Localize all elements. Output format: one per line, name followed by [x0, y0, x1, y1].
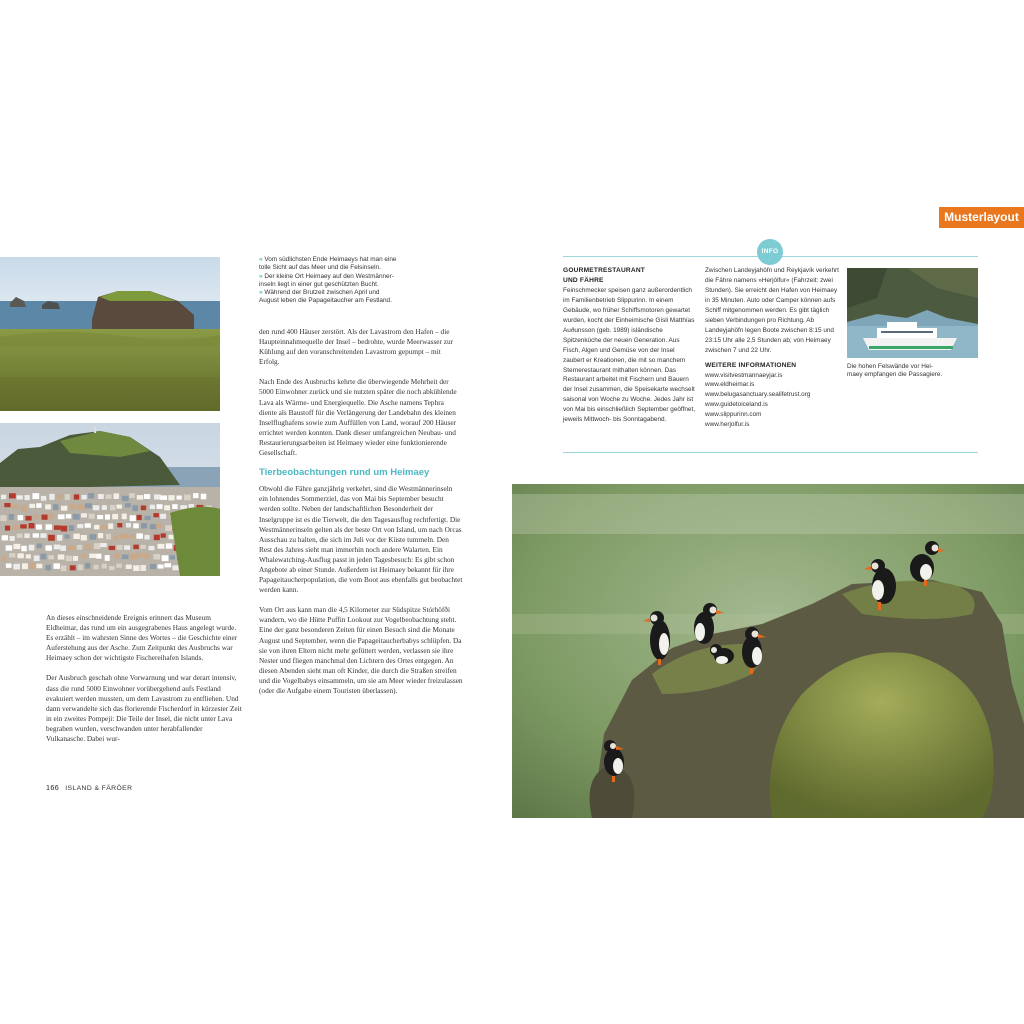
- house: [150, 564, 156, 569]
- house: [168, 495, 174, 500]
- house: [78, 505, 85, 510]
- house: [130, 515, 136, 521]
- house: [153, 554, 160, 559]
- house: [149, 546, 155, 550]
- house: [106, 534, 111, 540]
- house: [184, 495, 191, 501]
- house: [2, 535, 8, 540]
- house: [54, 545, 61, 550]
- house: [13, 564, 20, 570]
- house: [85, 523, 91, 527]
- house: [157, 504, 163, 509]
- house: [94, 525, 99, 529]
- house: [70, 504, 76, 509]
- house: [24, 533, 29, 538]
- house: [105, 555, 110, 561]
- house: [137, 515, 142, 520]
- house: [108, 523, 113, 528]
- paragraph: An dieses einschneidende Ereignis erinnert das Museum Eldheimar, das rund um ein ausgegrabenes Haus angelegt wurde. Es erzählt – im wahrsten Sinne des Wortes – die Geschichte einer Auferstehung aus der Asche. Zum Zeitpunkt des Ausbruchs war Heimaey schon der wichtigste Fischereihafen Islands.: [46, 613, 238, 663]
- house: [46, 524, 52, 530]
- photo-ferry: [847, 268, 978, 358]
- section-heading: Tierbeobachtungen rund um Heimaey: [259, 467, 430, 479]
- house: [48, 555, 54, 559]
- house: [0, 515, 6, 521]
- house: [150, 505, 155, 509]
- house: [93, 565, 98, 570]
- house: [25, 516, 31, 521]
- house: [1, 495, 6, 499]
- house: [100, 543, 107, 547]
- house: [153, 513, 158, 517]
- left-column-text: [46, 613, 242, 754]
- paragraph: Nach Ende des Ausbruchs kehrte die überwiegende Mehrheit der 5000 Einwohner zurück und sie nutzten später die noch abkühlende Lava als Wärme- und Energiequelle. Die Asche namens Tephra diente als Baustoff für die Verlängerung der Landebahn des kleinen Inselflughafens sowie zum Auffüllen von Land, worauf 200 Häuser errichtet werden konnten. Dank dieser umfangreichen Neubau- und Restaurierungsarbeiten ist Heimaey wieder eine funktionierende Gesellschaft.: [259, 377, 457, 458]
- house: [166, 543, 172, 548]
- house: [158, 564, 164, 568]
- house: [172, 504, 177, 509]
- house: [109, 546, 116, 550]
- house: [9, 493, 16, 498]
- house: [126, 523, 131, 527]
- house: [65, 494, 70, 500]
- house: [180, 505, 187, 509]
- house: [70, 565, 76, 570]
- house: [122, 496, 129, 501]
- musterlayout-badge: Musterlayout: [939, 207, 1024, 228]
- house: [53, 504, 58, 510]
- house: [29, 504, 35, 508]
- house: [106, 494, 112, 499]
- info-text: Feinschmecker speisen ganz außerordentlich im Familienbetrieb Slippurinn. In einem Gebäude, wo früher Schiffsmotoren gewartet wurden, kocht der Einheimische Gísli Matthías Auðunsson (geb. 1989) isländische Spitzenküche der neuen Generation. Aus Fisch, Algen und Gemüse von der Insel zaubert er Kreationen, die mit so manchem Sternerestaurant mithalten können. Das Restaurant arbeitet mit Fischern und Bauern der Insel zusammen, die Speisekarte wechselt saisonal von Woche zu Woche. Jedes Jahr ist von Mai bis einschließlich September geöffnet, jeweils Mittwoch- bis Sonntagabend.: [563, 286, 696, 424]
- house: [26, 554, 31, 558]
- house: [33, 515, 38, 520]
- house: [29, 523, 35, 528]
- house: [144, 494, 150, 499]
- house: [36, 503, 41, 508]
- house: [78, 565, 83, 571]
- caption-line: inseln liegt in einer gut geschützten Bucht.: [259, 280, 379, 288]
- house: [113, 554, 120, 559]
- house: [81, 513, 87, 517]
- house: [29, 545, 35, 551]
- house: [93, 505, 100, 510]
- ferry-caption: [847, 363, 978, 380]
- house: [160, 495, 167, 500]
- house: [141, 545, 146, 549]
- house: [1, 556, 6, 561]
- house: [85, 544, 91, 550]
- house: [49, 494, 54, 500]
- house: [45, 565, 50, 571]
- caption-arrow-icon: «: [259, 256, 265, 263]
- house: [66, 514, 71, 518]
- house: [34, 555, 40, 561]
- house: [122, 555, 129, 560]
- house: [160, 514, 166, 519]
- house: [77, 524, 83, 528]
- house: [132, 505, 138, 511]
- house: [102, 505, 107, 510]
- house: [88, 493, 94, 498]
- house: [133, 523, 139, 528]
- house: [61, 526, 67, 532]
- house: [17, 533, 23, 538]
- house: [73, 556, 78, 561]
- house: [73, 514, 80, 520]
- house: [116, 564, 122, 568]
- caption-line: maey empfangen die Passagiere.: [847, 371, 943, 379]
- info-column-2: [705, 266, 839, 430]
- house: [102, 564, 107, 569]
- middle-column-text: [259, 327, 463, 706]
- house: [82, 495, 87, 499]
- house: [164, 505, 170, 510]
- info-link[interactable]: www.guidetoiceland.is: [705, 401, 768, 409]
- house: [33, 533, 39, 537]
- info-column-1: [563, 266, 697, 425]
- house: [124, 545, 130, 549]
- house: [133, 565, 139, 571]
- page-number: 166: [46, 783, 60, 792]
- caption-arrow-icon: «: [259, 272, 265, 280]
- house: [54, 525, 61, 529]
- house: [89, 534, 96, 539]
- page-footer: [46, 783, 132, 792]
- house: [57, 535, 62, 541]
- house: [6, 545, 13, 550]
- info-heading: WEITERE INFORMATIONEN: [705, 361, 797, 369]
- house: [48, 535, 55, 541]
- house: [18, 515, 24, 520]
- house: [169, 535, 174, 539]
- house: [172, 565, 178, 570]
- house: [41, 496, 46, 501]
- house: [112, 514, 118, 519]
- house: [129, 535, 135, 539]
- house: [89, 554, 96, 558]
- info-link[interactable]: www.herjolfur.is: [705, 421, 750, 429]
- house: [117, 545, 123, 550]
- house: [21, 546, 26, 552]
- house: [140, 565, 145, 571]
- house: [85, 563, 90, 569]
- info-heading: UND FÄHRE: [563, 276, 604, 284]
- house: [36, 564, 42, 569]
- house: [144, 535, 149, 540]
- house: [130, 554, 137, 559]
- house: [110, 505, 115, 510]
- house: [193, 493, 199, 498]
- house: [96, 554, 101, 559]
- house: [74, 494, 79, 499]
- paragraph: Der Ausbruch geschah ohne Vorwarnung und war derart intensiv, dass die rund 5000 Einwohner vorübergehend aufs Festland evakuiert werden mussten, um dem Lavastrom zu entfliehen. Und dann verwandelte sich das florierende Fischerdorf in kürzester Zeit in ein zweites Pompeji: Die Teile der Insel, die nicht unter Lava begraben wurden, verschwanden unter herabfallender Vulkanasche. Dabei wur-: [46, 673, 242, 744]
- house: [136, 533, 143, 538]
- house: [45, 545, 51, 550]
- house: [98, 494, 104, 499]
- house: [48, 513, 54, 519]
- house: [21, 505, 27, 511]
- info-badge: INFO: [757, 239, 783, 265]
- house: [9, 553, 15, 557]
- house: [58, 514, 65, 519]
- house: [61, 565, 67, 571]
- house: [97, 515, 103, 519]
- house: [161, 533, 166, 537]
- house: [61, 506, 67, 511]
- house: [109, 566, 115, 570]
- caption-line: Die hohen Felswände vor Hei-: [847, 363, 933, 370]
- photo-island-coast: [0, 257, 220, 411]
- house: [154, 494, 161, 499]
- house: [40, 533, 46, 538]
- house: [56, 495, 62, 499]
- house: [69, 525, 74, 531]
- house: [41, 515, 47, 520]
- caption-line: Der kleine Ort Heimaey auf den Westmänner-: [264, 272, 394, 280]
- house: [125, 503, 131, 507]
- house: [4, 503, 10, 507]
- house: [129, 493, 135, 498]
- house: [81, 535, 87, 541]
- house: [36, 524, 42, 529]
- house: [45, 504, 51, 509]
- house: [81, 553, 86, 558]
- info-box-bottom-rule: [563, 452, 978, 453]
- house: [68, 545, 75, 550]
- house: [136, 553, 143, 557]
- house: [144, 553, 149, 559]
- house: [157, 544, 164, 549]
- house: [24, 495, 29, 500]
- house: [154, 535, 160, 541]
- house: [9, 514, 14, 520]
- house: [100, 525, 106, 530]
- paragraph: Obwohl die Fähre ganzjährig verkehrt, sind die Westmännerinseln ein lohnendes Sommerziel, das von Mai bis September besucht werden sollte. Neben der landschaftlichen Besonderheit der Inselgruppe ist es die Tierwelt, die den Tagesausflug rechtfertigt. Die Westmännerinseln gelten als der beste Ort von Island, um nach Orcas Ausschau zu halten, die sich im Juli vor der Küste tummeln. Den Rest des Jahres sieht man immerhin noch andere Walarten. Ein Whalewatching-Ausflug passt in jeden Tagesbesuch: Es gibt schon Angebote ab einer Stunde. Außerdem ist Heimaey bekannt für ihre Papageitaucherpopulation, die vom Boot aus ebenfalls gut beobachtet werden kann.: [259, 484, 463, 595]
- house: [17, 495, 23, 499]
- house: [5, 526, 10, 531]
- photo-heimaey-town: [0, 423, 220, 576]
- house: [10, 536, 15, 541]
- house: [113, 536, 118, 540]
- info-text: Zwischen Landeyjahöfn und Reykjavík verkehrt die Fähre namens »Herjólfur« (Fahrzeit: zwei Stunden). Sie erreicht den Hafen von Heimaey in 35 Minuten. Auto oder Camper können aufs Schiff mitgenommen werden. Es gibt täglich sieben Verbindungen pro Richtung. Ab Landeyjahöfn legen Boote zwischen 8:15 und 23:15 Uhr alle 2,5 Stunden ab; von Heimaey zwischen 7 und 22 Uhr.: [705, 267, 839, 354]
- house: [20, 524, 27, 528]
- photo-puffins: [512, 484, 1024, 818]
- caption-line: Vom südlichsten Ende Heimaeys hat man eine: [264, 256, 397, 263]
- house: [126, 565, 132, 569]
- paragraph: Vom Ort aus kann man die 4,5 Kilometer zur Südspitze Stórhöfði wandern, wo die Hütte Puffin Lookout zur Vogelbeobachtung steht. Eine der ganz besonderen Zeiten für einen Besuch sind die Monate August und September, wenn die Papageitaucherbabys schlüpfen. Da sie von ihren Eltern nicht mehr gefüttert werden, verlassen sie ihre Nester und fliegen manchmal den Lichtern des Ortes entgegen. An diesen Abenden sieht man oft Kinder, die durch die Straßen streifen und die Vogelbabys einsammeln, um sie am Meer wieder freizulassen (oder die Aufgabe einem Touristen überlassen).: [259, 605, 463, 695]
- book-title: ISLAND & FÄRÖER: [65, 785, 133, 792]
- house: [150, 524, 157, 529]
- info-link[interactable]: www.visitvestmannaeyjar.is: [705, 371, 783, 379]
- house: [89, 514, 95, 519]
- info-link[interactable]: www.eldheimar.is: [705, 381, 755, 389]
- house: [141, 505, 146, 510]
- caption-line: August leben die Papageitaucher am Festland.: [259, 297, 392, 305]
- house: [6, 563, 12, 567]
- house: [60, 546, 66, 551]
- house: [29, 563, 36, 569]
- house: [120, 533, 127, 539]
- house: [17, 553, 23, 558]
- house: [13, 544, 20, 549]
- house: [145, 516, 151, 520]
- house: [40, 554, 46, 560]
- house: [37, 543, 42, 548]
- house: [98, 533, 103, 538]
- info-heading: GOURMETRESTAURANT: [563, 267, 646, 274]
- house: [201, 494, 207, 500]
- house: [133, 545, 138, 549]
- house: [117, 523, 122, 527]
- house: [12, 504, 18, 508]
- house: [122, 514, 127, 520]
- house: [165, 525, 172, 531]
- info-link[interactable]: www.slippurinn.com: [705, 411, 762, 419]
- caption-arrow-icon: »: [259, 289, 265, 297]
- house: [64, 534, 69, 538]
- house: [77, 545, 83, 550]
- house: [141, 523, 147, 528]
- info-link[interactable]: www.belugasanctuary.sealifetrust.org: [705, 391, 811, 399]
- house: [85, 503, 92, 508]
- house: [162, 555, 169, 561]
- house: [22, 563, 28, 569]
- house: [116, 505, 122, 509]
- house: [53, 563, 60, 569]
- caption-line: tolle Sicht auf das Meer und die Felsinseln.: [259, 264, 381, 272]
- house: [164, 563, 171, 567]
- house: [12, 525, 18, 529]
- house: [94, 543, 101, 549]
- house: [58, 554, 65, 559]
- house: [176, 495, 181, 499]
- caption-line: Während der Brutzeit zwischen April und: [264, 289, 380, 297]
- house: [156, 523, 162, 528]
- house: [32, 493, 39, 499]
- house: [73, 534, 80, 539]
- house: [66, 556, 73, 562]
- house: [137, 495, 143, 500]
- photo-captions: [259, 256, 411, 306]
- house: [105, 514, 110, 519]
- paragraph: den rund 400 Häuser zerstört. Als der Lavastrom den Hafen – die Haupteinnahmequelle der Insel – bedrohte, wurde Meerwasser zur Kühlung auf den voranschreitenden Lavastrom gepumpt – mit Erfolg.: [259, 327, 454, 367]
- house: [113, 493, 119, 499]
- house: [169, 555, 174, 559]
